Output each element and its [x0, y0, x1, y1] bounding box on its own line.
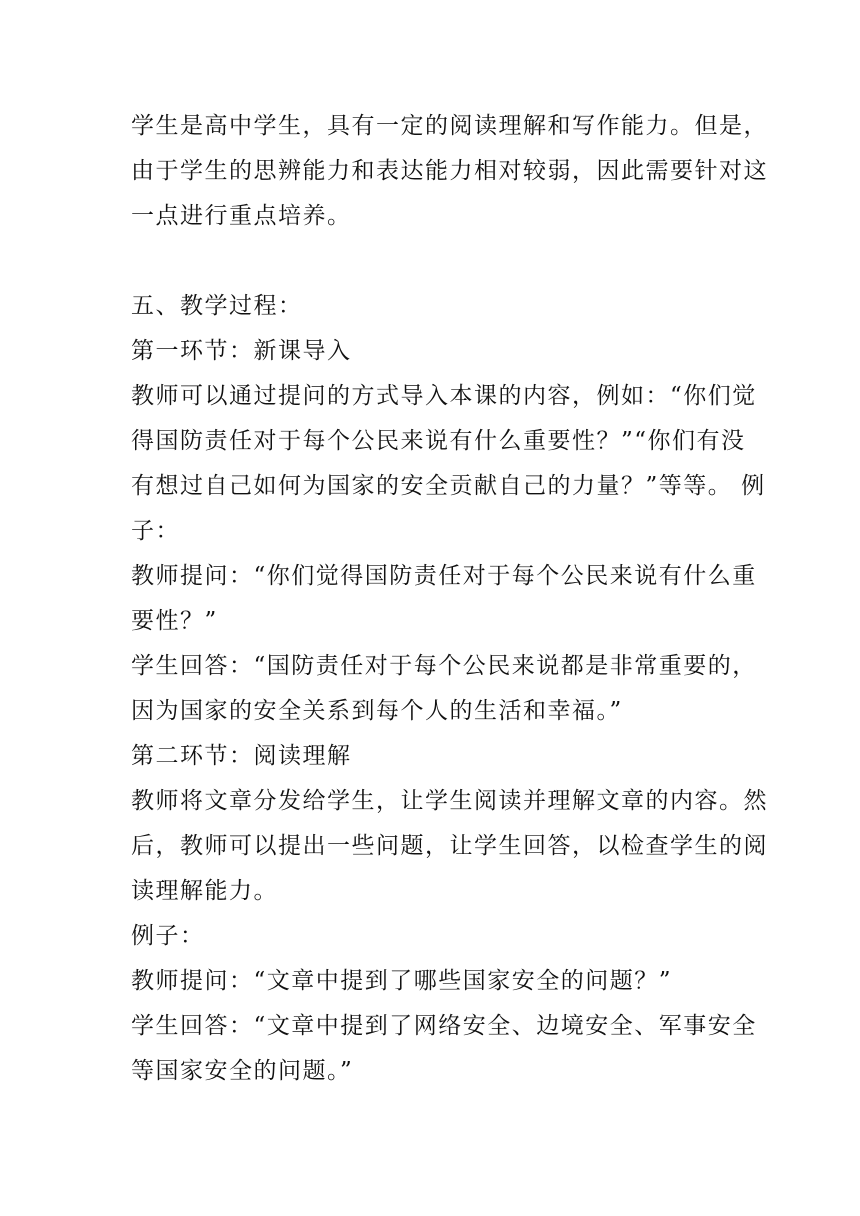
step1-heading: 第一环节：新课导入: [131, 338, 352, 364]
step1-teacher-question-line-1: 教师提问：“你们觉得国防责任对于每个公民来说有什么重: [131, 563, 757, 589]
step2-heading: 第二环节：阅读理解: [131, 743, 352, 769]
section-heading: 五、教学过程：: [131, 293, 303, 319]
step2-example-label: 例子：: [131, 923, 205, 949]
step2-teacher-question: 教师提问：“文章中提到了哪些国家安全的问题？”: [131, 968, 673, 994]
step1-body-line-2: 得国防责任对于每个公民来说有什么重要性？”“你们有没: [131, 428, 746, 454]
step1-body-line-3: 有想过自己如何为国家的安全贡献自己的力量？”等等。 例: [131, 473, 766, 499]
step1-teacher-question-line-2: 要性？”: [131, 608, 218, 634]
step1-body-line-1: 教师可以通过提问的方式导入本课的内容，例如：“你们觉: [131, 383, 757, 409]
step2-student-answer-line-1: 学生回答：“文章中提到了网络安全、边境安全、军事安全: [131, 1013, 757, 1039]
step2-body-line-2: 后，教师可以提出一些问题，让学生回答，以检查学生的阅: [131, 833, 768, 859]
intro-line-3: 一点进行重点培养。: [131, 203, 352, 229]
intro-line-1: 学生是高中学生，具有一定的阅读理解和写作能力。但是，: [131, 113, 768, 139]
step2-student-answer-line-2: 等国家安全的问题。”: [131, 1058, 354, 1084]
intro-line-2: 由于学生的思辨能力和表达能力相对较弱，因此需要针对这: [131, 158, 768, 184]
step2-body-line-1: 教师将文章分发给学生，让学生阅读并理解文章的内容。然: [131, 788, 768, 814]
step1-body-line-4: 子：: [131, 518, 180, 544]
step1-student-answer-line-1: 学生回答：“国防责任对于每个公民来说都是非常重要的，: [131, 653, 757, 679]
step1-student-answer-line-2: 因为国家的安全关系到每个人的生活和幸福。”: [131, 698, 623, 724]
step2-body-line-3: 读理解能力。: [131, 878, 278, 904]
